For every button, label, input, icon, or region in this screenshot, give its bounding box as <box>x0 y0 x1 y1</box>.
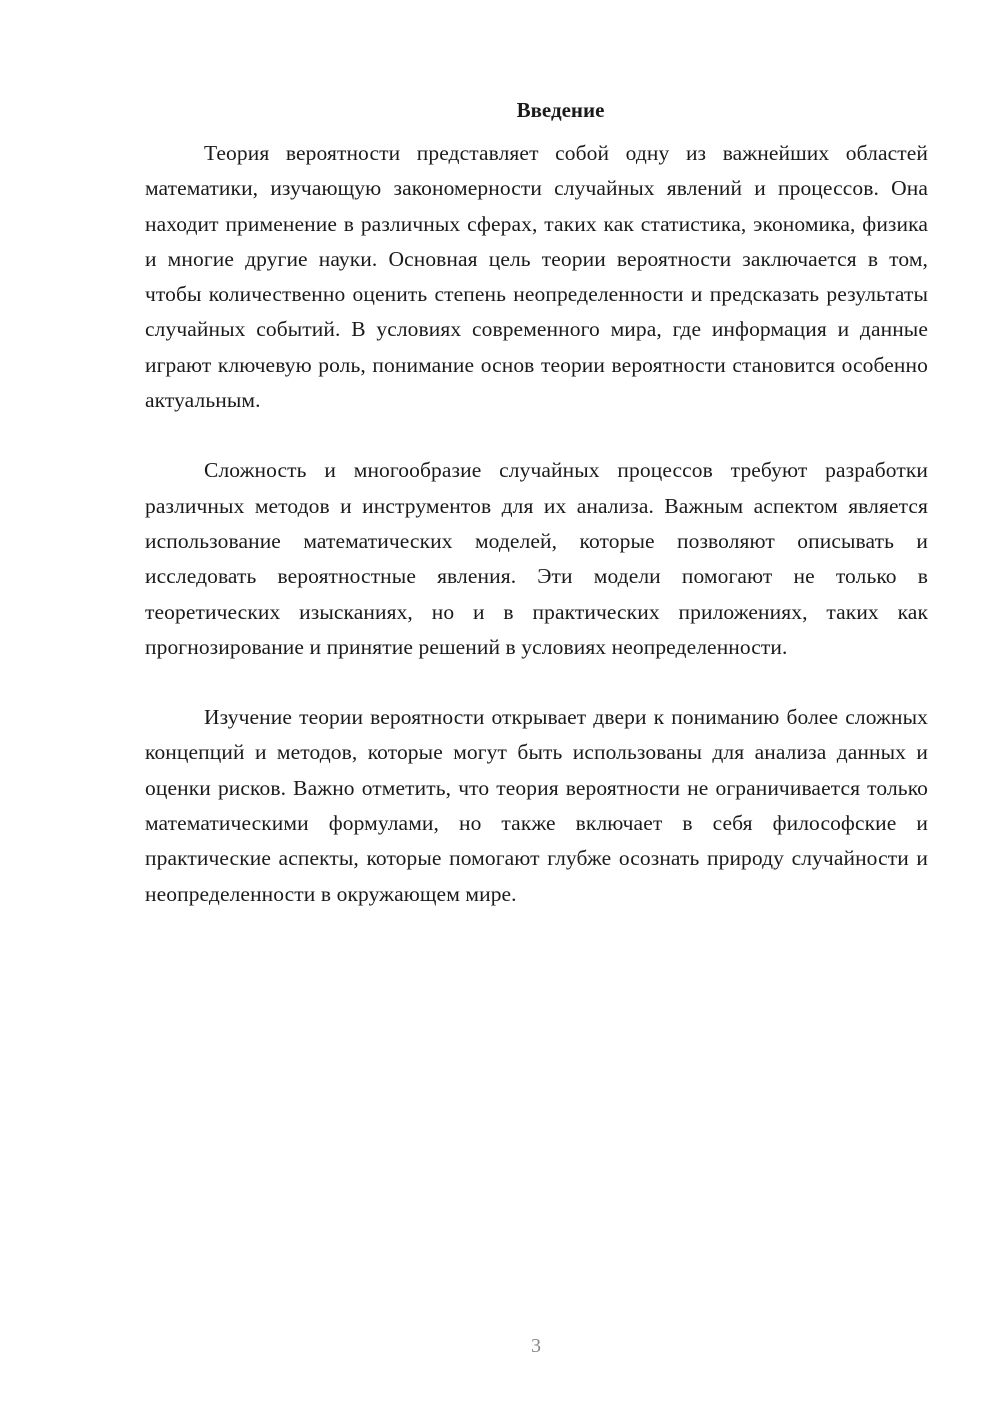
paragraph-1: Теория вероятности представляет собой одну из важнейших областей математики, изучающую закономерности случайных явлений и процессов. Она находит применение в различных сферах, таких как статистика, экономика, физика и многие другие науки. Основная цель теории вероятности заключается в том, чтобы количественно оценить степень неопределенности и предсказать результаты случайных событий. В условиях современного мира, где информация и данные играют ключевую роль, понимание основ теории вероятности становится особенно актуальным. <box>145 141 928 413</box>
paragraph-2: Сложность и многообразие случайных процессов требуют разработки различных методов и инструментов для их анализа. Важным аспектом является использование математических моделей, которые позволяют описывать и исследовать вероятностные явления. Эти модели помогают не только в теоретических изысканиях, но и в практических приложениях, таких как прогнозирование и принятие решений в условиях неопределенности. <box>145 458 928 659</box>
page-content <box>145 94 928 912</box>
page-number: 3 <box>531 1335 541 1357</box>
paragraph-3: Изучение теории вероятности открывает двери к пониманию более сложных концепций и методов, которые могут быть использованы для анализа данных и оценки рисков. Важно отметить, что теория вероятности не ограничивается только математическими формулами, но также включает в себя философские и практические аспекты, которые помогают глубже осознать природу случайности и неопределенности в окружающем мире. <box>145 705 928 906</box>
section-heading: Введение <box>516 98 605 122</box>
